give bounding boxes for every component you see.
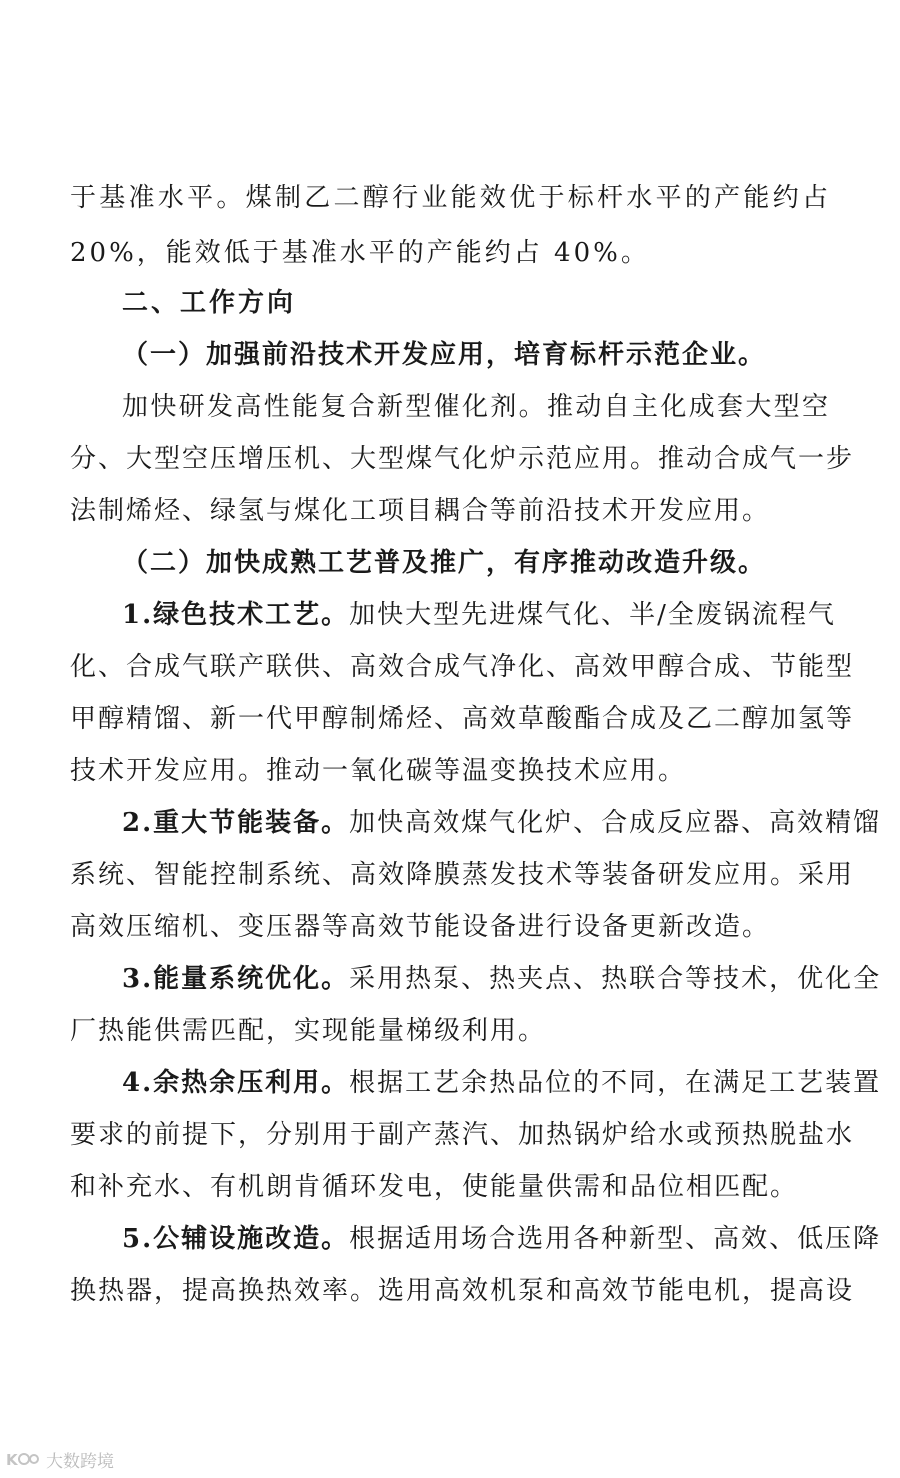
body-line: 加快研发高性能复合新型催化剂。推动自主化成套大型空 xyxy=(122,392,830,422)
body-line: 分、大型空压增压机、大型煤气化炉示范应用。推动合成气一步 xyxy=(70,444,855,474)
item-text: 加快大型先进煤气化、半/全废锅流程气 xyxy=(349,600,836,630)
brand-logo-icon xyxy=(6,1449,40,1469)
body-line: 于基准水平。煤制乙二醇行业能效优于标杆水平的产能约占 xyxy=(70,183,830,213)
list-item-first-line xyxy=(122,961,882,997)
body-line: 高效压缩机、变压器等高效节能设备进行设备更新改造。 xyxy=(70,912,771,942)
body-line: 法制烯烃、绿氢与煤化工项目耦合等前沿技术开发应用。 xyxy=(70,496,771,526)
body-line: 系统、智能控制系统、高效降膜蒸发技术等装备研发应用。采用 xyxy=(70,860,855,890)
subsection-title: （二）加快成熟工艺普及推广，有序推动改造升级。 xyxy=(122,548,767,578)
body-line: 厂热能供需匹配，实现能量梯级利用。 xyxy=(70,1016,547,1046)
list-item-first-line xyxy=(122,597,836,633)
body-line: 甲醇精馏、新一代甲醇制烯烃、高效草酸酯合成及乙二醇加氢等 xyxy=(70,704,855,734)
body-line: 20%，能效低于基准水平的产能约占 40%。 xyxy=(70,238,650,268)
watermark xyxy=(6,1446,114,1472)
body-line: 技术开发应用。推动一氧化碳等温变换技术应用。 xyxy=(70,756,687,786)
list-item-first-line xyxy=(122,1065,882,1101)
body-line: 和补充水、有机朗肯循环发电，使能量供需和品位相匹配。 xyxy=(70,1172,799,1202)
body-line: 化、合成气联产联供、高效合成气净化、高效甲醇合成、节能型 xyxy=(70,652,855,682)
item-text: 根据工艺余热品位的不同，在满足工艺装置 xyxy=(349,1068,882,1098)
item-lead: 4.余热余压利用。 xyxy=(122,1068,350,1098)
subsection-title: （一）加强前沿技术开发应用，培育标杆示范企业。 xyxy=(122,340,767,370)
item-text: 采用热泵、热夹点、热联合等技术，优化全 xyxy=(349,964,882,994)
item-lead: 5.公辅设施改造。 xyxy=(122,1224,350,1254)
list-item-first-line xyxy=(122,1221,882,1257)
watermark-text: 大数跨境 xyxy=(46,1451,114,1472)
body-line: 要求的前提下，分别用于副产蒸汽、加热锅炉给水或预热脱盐水 xyxy=(70,1120,855,1150)
item-lead: 3.能量系统优化。 xyxy=(122,964,350,994)
item-lead: 2.重大节能装备。 xyxy=(122,808,350,838)
section-title: 二、工作方向 xyxy=(122,288,297,318)
list-item-first-line xyxy=(122,805,882,841)
item-lead: 1.绿色技术工艺。 xyxy=(122,600,350,630)
svg-text:K: K xyxy=(6,1451,18,1469)
body-line: 换热器，提高换热效率。选用高效机泵和高效节能电机，提高设 xyxy=(70,1276,855,1306)
item-text: 加快高效煤气化炉、合成反应器、高效精馏 xyxy=(349,808,882,838)
item-text: 根据适用场合选用各种新型、高效、低压降 xyxy=(349,1224,882,1254)
